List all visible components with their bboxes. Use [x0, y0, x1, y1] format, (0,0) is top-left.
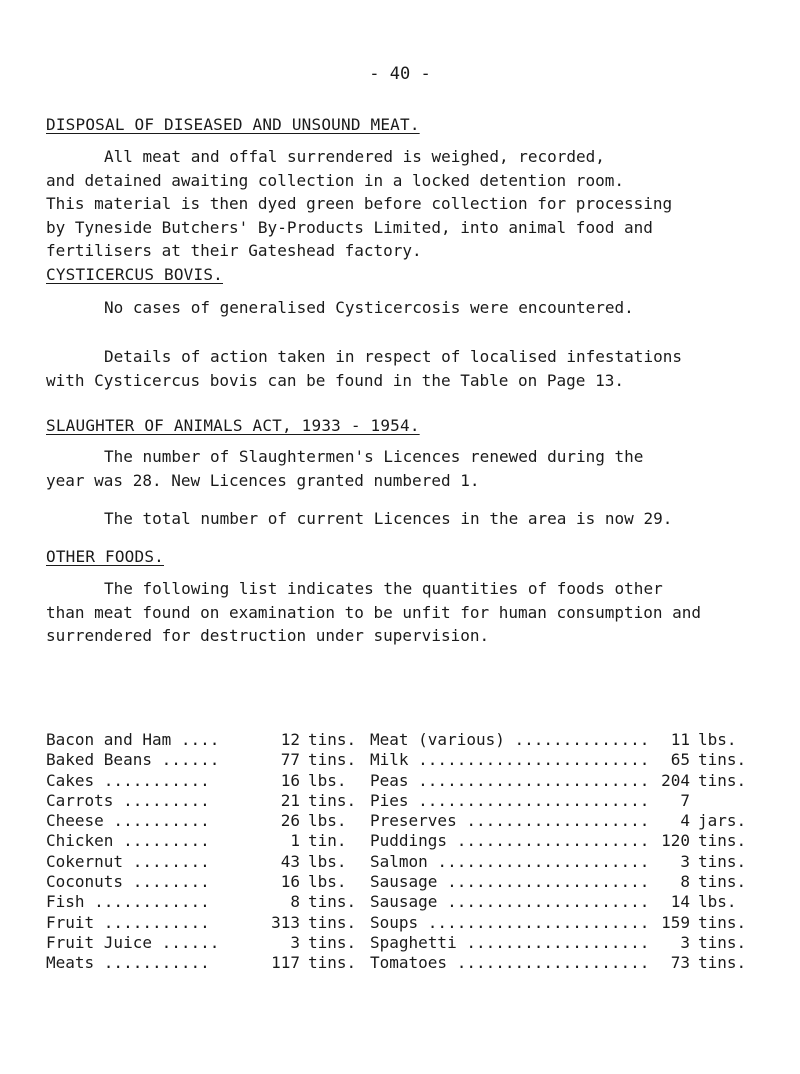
- food-name: Preserves ...................: [370, 811, 650, 831]
- food-quantity: 16: [280, 770, 300, 790]
- food-name: Cokernut ........: [46, 851, 210, 871]
- disposal-line: fertilisers at their Gateshead factory.: [46, 241, 422, 260]
- food-unit: tins.: [308, 892, 357, 912]
- slaughter-line: The total number of current Licences in the area is now 29.: [104, 509, 673, 528]
- food-unit: lbs.: [308, 872, 347, 892]
- food-quantity: 3: [680, 851, 690, 871]
- food-unit: tins.: [308, 953, 357, 973]
- food-quantity: 313: [271, 912, 300, 932]
- heading-disposal: DISPOSAL OF DISEASED AND UNSOUND MEAT.: [46, 115, 420, 134]
- food-quantity: 21: [280, 790, 300, 810]
- food-unit: tins.: [308, 750, 357, 770]
- food-name: Milk ........................: [370, 750, 650, 770]
- other-foods-line: The following list indicates the quantities of foods other: [104, 579, 663, 598]
- food-name: Cheese ..........: [46, 811, 210, 831]
- food-quantity: 43: [280, 851, 300, 871]
- disposal-line: by Tyneside Butchers' By-Products Limited, into animal food and: [46, 217, 653, 237]
- food-name: Puddings ....................: [370, 831, 650, 851]
- food-name: Baked Beans ......: [46, 750, 220, 770]
- food-unit: tins.: [308, 932, 357, 952]
- cysticercus-line: with Cysticercus bovis can be found in the Table on Page 13.: [46, 370, 624, 390]
- food-unit: tins.: [698, 750, 747, 770]
- food-quantity: 3: [290, 932, 300, 952]
- food-name: Sausage .....................: [370, 892, 650, 912]
- food-quantity: 159: [661, 912, 690, 932]
- food-quantity: 12: [280, 730, 300, 749]
- table-row: [46, 953, 780, 973]
- slaughter-line: year was 28. New Licences granted numbered 1.: [46, 470, 480, 490]
- food-unit: lbs.: [698, 892, 737, 912]
- cysticercus-line: No cases of generalised Cysticercosis were encountered.: [104, 298, 634, 317]
- food-name: Pies ........................: [370, 790, 650, 810]
- disposal-line: This material is then dyed green before collection for processing: [46, 194, 673, 213]
- food-unit: jars.: [698, 811, 747, 831]
- cysticercus-paragraph-1: [46, 296, 776, 320]
- food-quantity: 77: [280, 750, 300, 770]
- table-row: [46, 892, 780, 912]
- food-unit: tins.: [698, 770, 747, 790]
- food-unit: [690, 791, 698, 811]
- food-quantity: 4: [680, 811, 690, 831]
- food-name: Bacon and Ham ....: [46, 730, 220, 749]
- food-unit: lbs.: [308, 811, 347, 831]
- food-quantity: 3: [680, 932, 690, 952]
- heading-other-foods: OTHER FOODS.: [46, 547, 164, 566]
- food-quantity: 16: [280, 872, 300, 892]
- food-quantity: 14: [670, 892, 690, 912]
- food-name: Carrots .........: [46, 790, 210, 810]
- food-unit: tins.: [698, 831, 747, 851]
- food-name: Peas ........................: [370, 770, 650, 790]
- disposal-paragraph: [46, 145, 776, 263]
- table-row: [46, 771, 780, 791]
- slaughter-paragraph-1: [46, 445, 776, 492]
- table-row: [46, 913, 780, 933]
- food-name: Fish ............: [46, 892, 210, 912]
- food-unit: tins.: [698, 851, 747, 871]
- food-name: Tomatoes ....................: [370, 953, 650, 973]
- food-name: Meats ...........: [46, 953, 210, 973]
- food-quantity: 120: [661, 831, 690, 851]
- food-unit: tins.: [698, 932, 747, 952]
- page-number: - 40 -: [369, 64, 431, 84]
- food-quantity: 7: [680, 790, 690, 810]
- cysticercus-paragraph-2: [46, 345, 776, 392]
- food-name: Fruit ...........: [46, 912, 210, 932]
- food-quantity: 8: [290, 892, 300, 912]
- food-quantity: 8: [680, 872, 690, 892]
- food-name: Fruit Juice ......: [46, 932, 220, 952]
- food-name: Salmon ......................: [370, 851, 650, 871]
- food-unit: tins.: [308, 912, 357, 932]
- food-unit: tins.: [698, 912, 747, 932]
- food-name: Coconuts ........: [46, 872, 210, 892]
- food-quantity: 26: [280, 811, 300, 831]
- table-row: [46, 811, 780, 831]
- disposal-line: All meat and offal surrendered is weighed, recorded,: [104, 147, 605, 166]
- other-foods-line: than meat found on examination to be unfit for human consumption and: [46, 602, 702, 622]
- food-name: Spaghetti ...................: [370, 932, 650, 952]
- table-row: [46, 852, 780, 872]
- food-name: Chicken .........: [46, 831, 210, 851]
- food-unit: tin.: [308, 831, 347, 851]
- heading-cysticercus: CYSTICERCUS BOVIS.: [46, 265, 223, 284]
- other-foods-paragraph: [46, 577, 776, 648]
- food-quantity: 117: [271, 953, 300, 973]
- food-name: Sausage .....................: [370, 872, 650, 892]
- food-name: Cakes ...........: [46, 770, 210, 790]
- food-unit: tins.: [698, 872, 747, 892]
- food-unit: lbs.: [308, 851, 347, 871]
- table-row: [46, 872, 780, 892]
- food-unit: tins.: [308, 730, 357, 749]
- food-name: Meat (various) ..............: [370, 730, 650, 749]
- food-unit: lbs.: [698, 730, 737, 749]
- table-row: [46, 791, 780, 811]
- table-row: [46, 750, 780, 770]
- food-unit: lbs.: [308, 770, 347, 790]
- cysticercus-line: Details of action taken in respect of localised infestations: [104, 347, 682, 366]
- food-quantity: 11: [670, 730, 690, 749]
- table-row: [46, 730, 780, 750]
- table-row: [46, 831, 780, 851]
- food-quantity: 65: [670, 750, 690, 770]
- disposal-line: and detained awaiting collection in a locked detention room.: [46, 170, 624, 190]
- heading-slaughter: SLAUGHTER OF ANIMALS ACT, 1933 - 1954.: [46, 416, 420, 435]
- table-row: [46, 933, 780, 953]
- other-foods-line: surrendered for destruction under supervision.: [46, 626, 490, 645]
- slaughter-paragraph-2: [46, 507, 776, 531]
- food-name: Soups .......................: [370, 912, 650, 932]
- food-unit: tins.: [698, 953, 747, 973]
- food-quantity: 204: [661, 770, 690, 790]
- food-quantity: 73: [670, 953, 690, 973]
- slaughter-line: The number of Slaughtermen's Licences renewed during the: [104, 447, 644, 466]
- food-quantity: 1: [290, 831, 300, 851]
- foods-table: [46, 730, 780, 974]
- food-unit: tins.: [308, 790, 357, 810]
